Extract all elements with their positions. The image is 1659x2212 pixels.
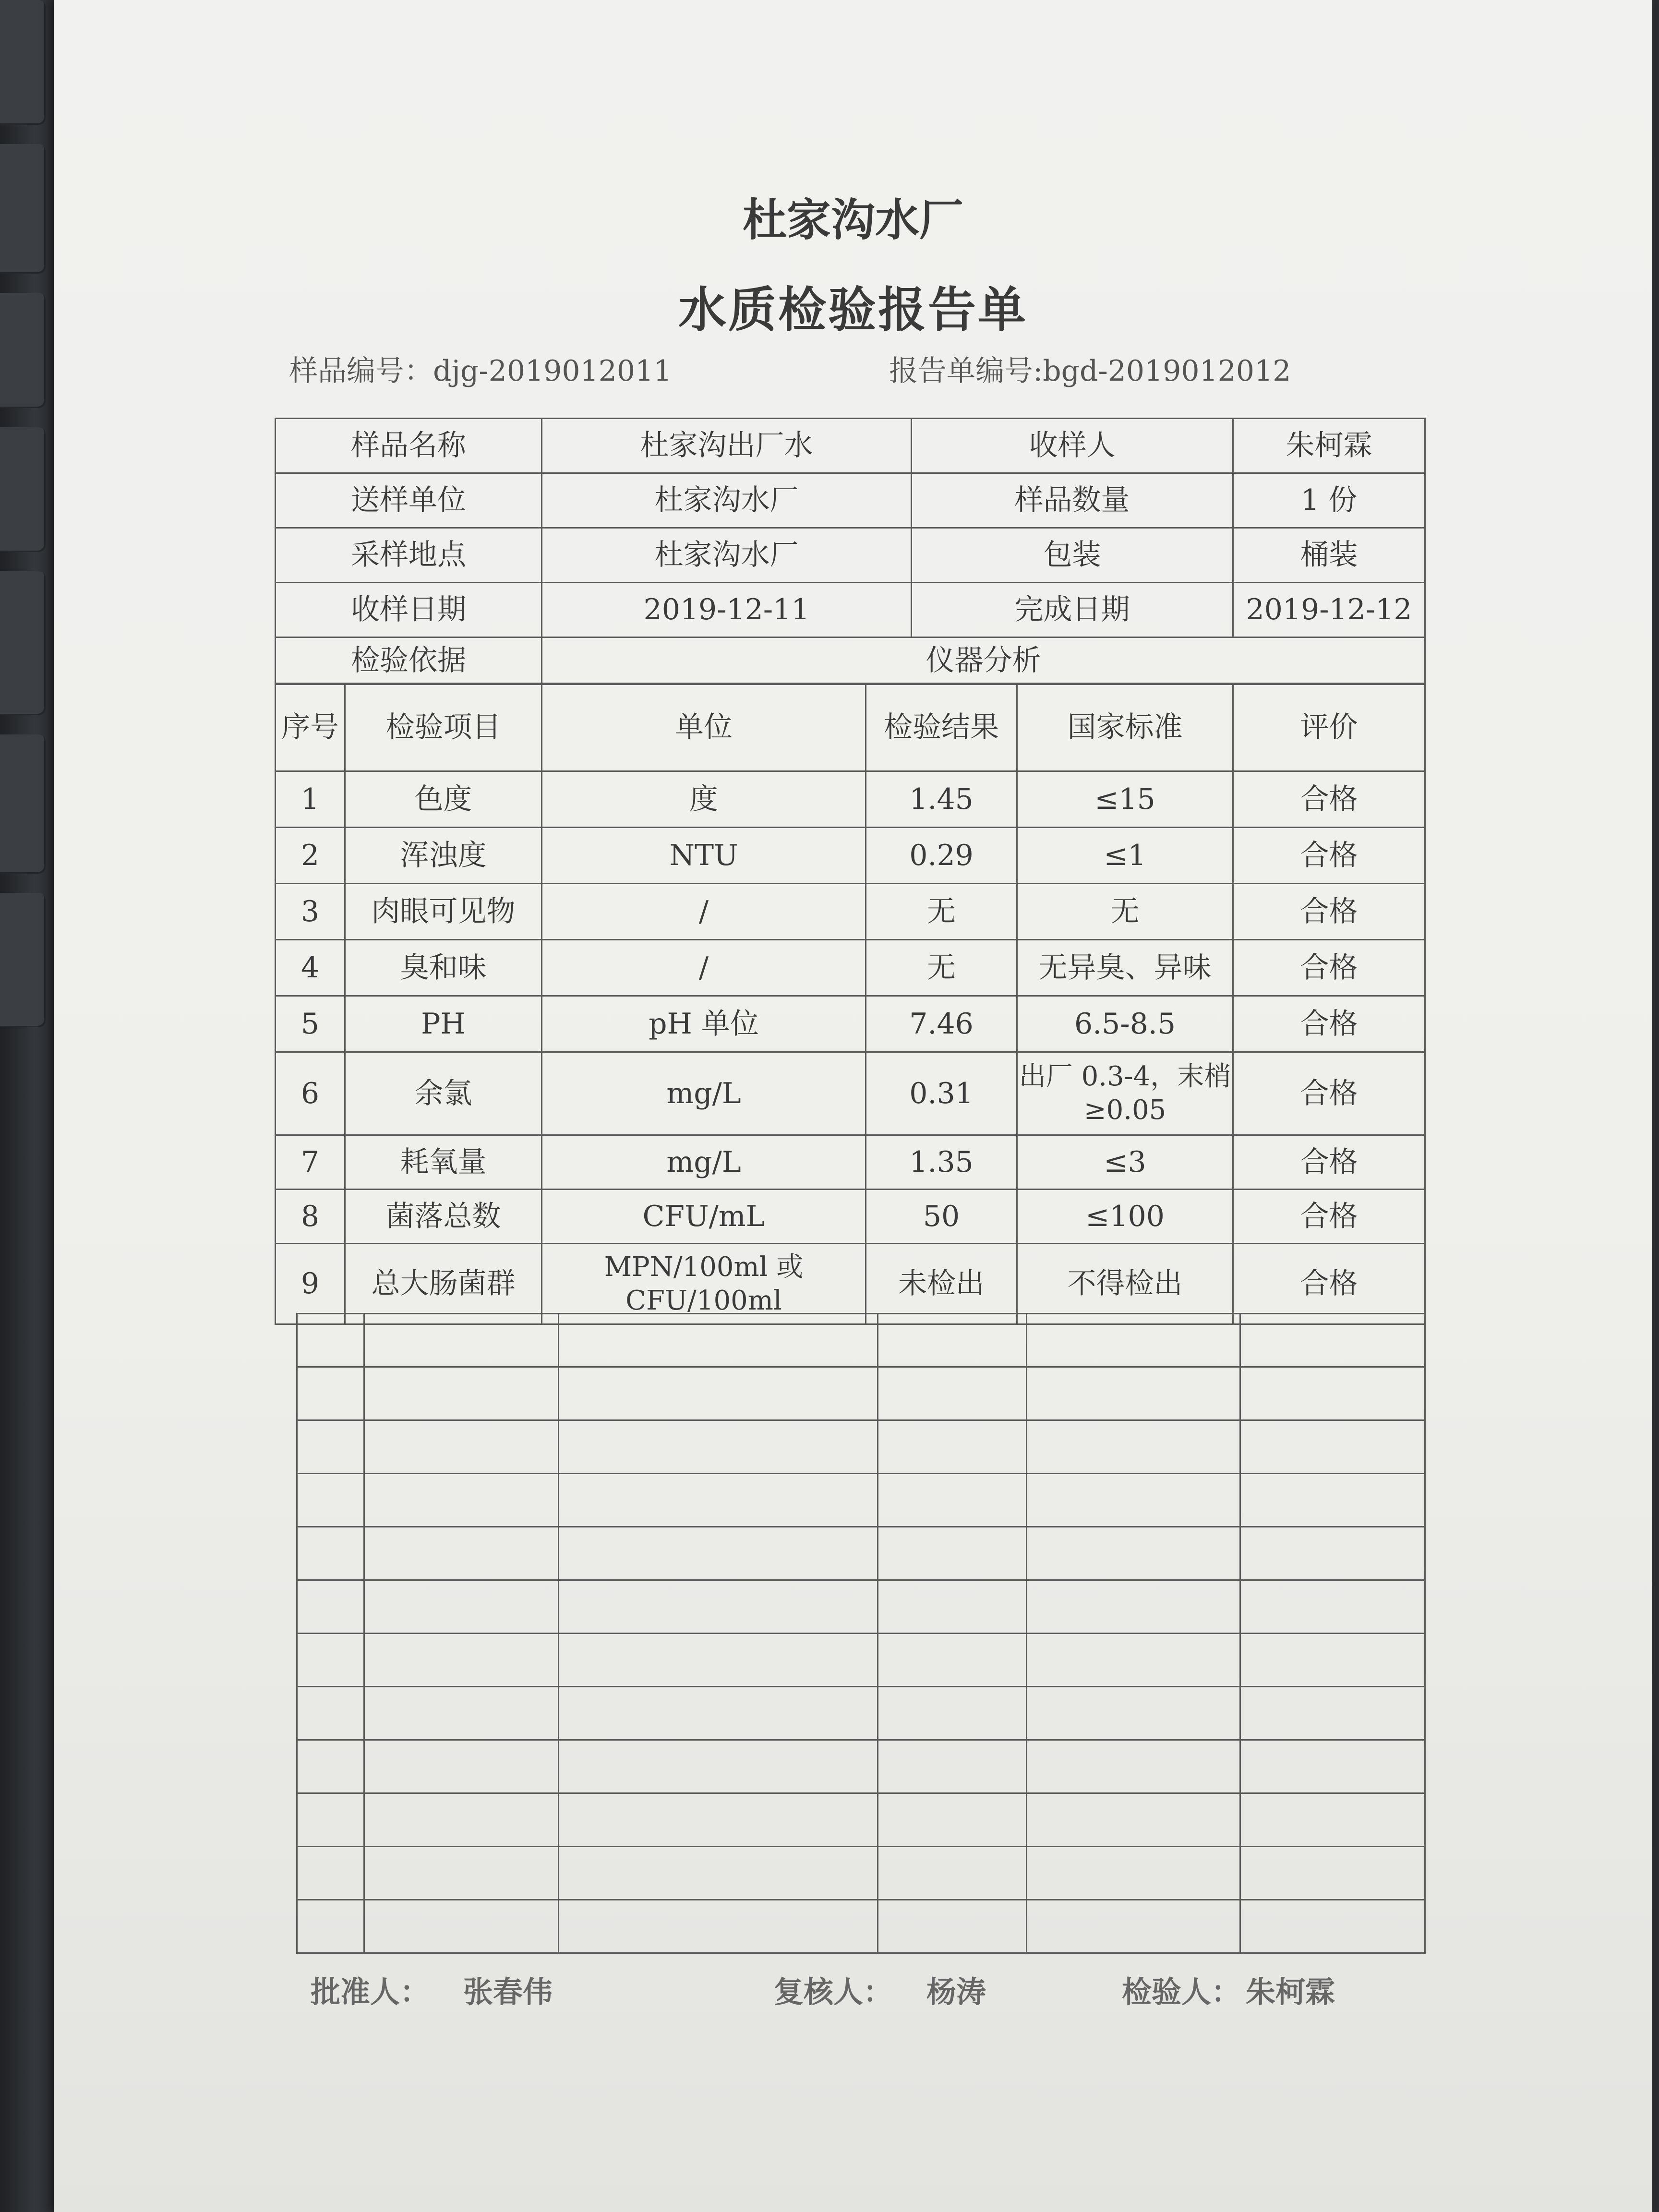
reviewer-label: 复核人： (774, 1974, 893, 2009)
blank-cell (1240, 1367, 1425, 1420)
blank-cell (364, 1367, 559, 1420)
blank-cell (878, 1420, 1027, 1474)
inspector-label: 检验人： (1122, 1974, 1241, 2009)
blank-cell (364, 1527, 559, 1580)
blank-cell (1240, 1314, 1425, 1367)
row-item: 余氯 (345, 1052, 542, 1135)
keyboard-key (0, 571, 46, 715)
blank-cell (364, 1580, 559, 1634)
blank-cell (364, 1793, 559, 1847)
row-result: 0.31 (866, 1052, 1017, 1135)
sample-name-value: 杜家沟出厂水 (542, 419, 912, 473)
blank-cell (878, 1367, 1027, 1420)
blank-cell (559, 1687, 878, 1740)
sample-name-label: 样品名称 (276, 419, 542, 473)
blank-cell (364, 1420, 559, 1474)
blank-cell (559, 1367, 878, 1420)
blank-cell (297, 1740, 364, 1793)
keyboard-key (0, 734, 46, 874)
row-no: 2 (276, 828, 345, 884)
row-unit: MPN/100ml 或 CFU/100ml (542, 1244, 866, 1324)
blank-cell (1240, 1580, 1425, 1634)
row-no: 9 (276, 1244, 345, 1324)
row-item: 色度 (345, 771, 542, 828)
quantity-value: 1 份 (1233, 473, 1425, 528)
blank-cell (878, 1900, 1027, 1953)
factory-name: 杜家沟水厂 (742, 194, 963, 246)
blank-rows-table (296, 1313, 1426, 1954)
results-header-row (276, 684, 1425, 771)
blank-cell (559, 1420, 878, 1474)
blank-cell (1240, 1474, 1425, 1527)
basis-value: 仪器分析 (542, 637, 1425, 685)
header-result: 检验结果 (866, 684, 1017, 771)
blank-row (297, 1900, 1425, 1953)
blank-cell (1027, 1793, 1240, 1847)
blank-row (297, 1314, 1425, 1367)
blank-cell (878, 1634, 1027, 1687)
row-unit: 度 (542, 771, 866, 828)
row-item: PH (345, 996, 542, 1052)
row-item: 臭和味 (345, 940, 542, 996)
blank-row (297, 1420, 1425, 1474)
receiver-label: 收样人 (912, 419, 1233, 473)
row-no: 4 (276, 940, 345, 996)
blank-cell (559, 1634, 878, 1687)
keyboard-key (0, 893, 46, 1027)
row-evaluation: 合格 (1233, 940, 1425, 996)
basis-label: 检验依据 (276, 637, 542, 685)
blank-cell (1240, 1740, 1425, 1793)
table-row (276, 1190, 1425, 1244)
row-evaluation: 合格 (1233, 771, 1425, 828)
table-row (276, 940, 1425, 996)
keyboard-key (0, 0, 46, 125)
blank-cell (1027, 1634, 1240, 1687)
row-evaluation: 合格 (1233, 1052, 1425, 1135)
table-row (276, 1135, 1425, 1190)
receive-date-value: 2019-12-11 (542, 583, 912, 637)
row-standard: 无 (1017, 884, 1233, 940)
blank-row (297, 1793, 1425, 1847)
row-result: 1.45 (866, 771, 1017, 828)
row-result: 未检出 (866, 1244, 1017, 1324)
row-standard: ≤15 (1017, 771, 1233, 828)
row-no: 5 (276, 996, 345, 1052)
blank-row (297, 1527, 1425, 1580)
row-evaluation: 合格 (1233, 1190, 1425, 1244)
location-value: 杜家沟水厂 (542, 528, 912, 583)
blank-cell (1240, 1900, 1425, 1953)
blank-row (297, 1367, 1425, 1420)
header-item: 检验项目 (345, 684, 542, 771)
blank-cell (364, 1474, 559, 1527)
blank-cell (364, 1634, 559, 1687)
blank-cell (559, 1527, 878, 1580)
report-paper (54, 0, 1652, 2212)
row-evaluation: 合格 (1233, 1244, 1425, 1324)
row-evaluation: 合格 (1233, 828, 1425, 884)
blank-cell (297, 1793, 364, 1847)
blank-cell (878, 1527, 1027, 1580)
blank-cell (1027, 1900, 1240, 1953)
header-standard: 国家标准 (1017, 684, 1233, 771)
blank-cell (297, 1314, 364, 1367)
row-item: 耗氧量 (345, 1135, 542, 1190)
row-evaluation: 合格 (1233, 996, 1425, 1052)
blank-cell (364, 1314, 559, 1367)
info-row (276, 419, 1425, 473)
blank-cell (1240, 1687, 1425, 1740)
blank-row (297, 1634, 1425, 1687)
table-row (276, 1052, 1425, 1135)
blank-cell (878, 1580, 1027, 1634)
row-result: 无 (866, 884, 1017, 940)
package-value: 桶装 (1233, 528, 1425, 583)
blank-cell (1027, 1527, 1240, 1580)
blank-cell (878, 1474, 1027, 1527)
approver-name: 张春伟 (463, 1974, 553, 2009)
blank-cell (559, 1847, 878, 1900)
approver-label: 批准人： (311, 1974, 430, 2009)
location-label: 采样地点 (276, 528, 542, 583)
row-no: 8 (276, 1190, 345, 1244)
blank-cell (297, 1687, 364, 1740)
blank-cell (559, 1900, 878, 1953)
row-result: 无 (866, 940, 1017, 996)
row-result: 7.46 (866, 996, 1017, 1052)
row-no: 1 (276, 771, 345, 828)
report-number: 报告单编号:bgd-2019012012 (889, 354, 1291, 388)
blank-cell (878, 1793, 1027, 1847)
row-unit: mg/L (542, 1135, 866, 1190)
info-row (276, 528, 1425, 583)
blank-cell (1027, 1474, 1240, 1527)
info-row (276, 637, 1425, 685)
blank-row (297, 1847, 1425, 1900)
row-result: 50 (866, 1190, 1017, 1244)
receive-date-label: 收样日期 (276, 583, 542, 637)
keyboard-key (0, 427, 46, 552)
info-row (276, 473, 1425, 528)
keyboard-key (0, 293, 46, 408)
table-row (276, 884, 1425, 940)
reviewer-signature (774, 1968, 986, 2011)
blank-cell (297, 1847, 364, 1900)
blank-cell (297, 1900, 364, 1953)
package-label: 包装 (912, 528, 1233, 583)
blank-cell (559, 1314, 878, 1367)
row-unit: / (542, 940, 866, 996)
blank-row (297, 1740, 1425, 1793)
complete-date-value: 2019-12-12 (1233, 583, 1425, 637)
blank-cell (559, 1474, 878, 1527)
blank-cell (364, 1847, 559, 1900)
row-item: 总大肠菌群 (345, 1244, 542, 1324)
blank-cell (1240, 1527, 1425, 1580)
blank-cell (1240, 1420, 1425, 1474)
inspector-signature (1122, 1968, 1335, 2011)
row-result: 0.29 (866, 828, 1017, 884)
row-standard: 不得检出 (1017, 1244, 1233, 1324)
blank-rows (297, 1314, 1425, 1953)
blank-cell (559, 1580, 878, 1634)
row-evaluation: 合格 (1233, 884, 1425, 940)
keyboard-key (0, 144, 46, 274)
table-row (276, 996, 1425, 1052)
blank-cell (1240, 1634, 1425, 1687)
row-no: 3 (276, 884, 345, 940)
blank-cell (364, 1740, 559, 1793)
table-row (276, 828, 1425, 884)
blank-cell (1240, 1793, 1425, 1847)
sample-info-table (275, 418, 1426, 685)
row-standard: ≤1 (1017, 828, 1233, 884)
blank-cell (1027, 1314, 1240, 1367)
header-unit: 单位 (542, 684, 866, 771)
blank-cell (297, 1580, 364, 1634)
complete-date-label: 完成日期 (912, 583, 1233, 637)
keyboard-background (0, 0, 58, 2212)
blank-cell (1027, 1420, 1240, 1474)
blank-cell (1027, 1687, 1240, 1740)
blank-cell (559, 1740, 878, 1793)
row-item: 菌落总数 (345, 1190, 542, 1244)
sample-number: 样品编号：djg-2019012011 (289, 354, 672, 388)
row-standard: 出厂 0.3-4，末梢≥0.05 (1017, 1052, 1233, 1135)
table-row (276, 771, 1425, 828)
row-unit: pH 单位 (542, 996, 866, 1052)
row-no: 6 (276, 1052, 345, 1135)
inspector-name: 朱柯霖 (1246, 1974, 1335, 2009)
blank-cell (297, 1474, 364, 1527)
sender-label: 送样单位 (276, 473, 542, 528)
blank-cell (1027, 1740, 1240, 1793)
row-no: 7 (276, 1135, 345, 1190)
blank-cell (297, 1420, 364, 1474)
blank-cell (297, 1367, 364, 1420)
blank-cell (878, 1740, 1027, 1793)
blank-cell (559, 1793, 878, 1847)
info-row (276, 583, 1425, 637)
blank-row (297, 1580, 1425, 1634)
results-table (275, 683, 1426, 1325)
header-no: 序号 (276, 684, 345, 771)
blank-cell (1027, 1580, 1240, 1634)
row-result: 1.35 (866, 1135, 1017, 1190)
row-standard: ≤100 (1017, 1190, 1233, 1244)
blank-cell (364, 1687, 559, 1740)
row-unit: / (542, 884, 866, 940)
blank-cell (878, 1687, 1027, 1740)
row-item: 浑浊度 (345, 828, 542, 884)
blank-cell (878, 1847, 1027, 1900)
quantity-label: 样品数量 (912, 473, 1233, 528)
row-standard: 无异臭、异味 (1017, 940, 1233, 996)
blank-cell (1027, 1847, 1240, 1900)
approver-signature (311, 1968, 553, 2011)
row-standard: 6.5-8.5 (1017, 996, 1233, 1052)
blank-cell (878, 1314, 1027, 1367)
row-standard: ≤3 (1017, 1135, 1233, 1190)
blank-cell (297, 1527, 364, 1580)
row-item: 肉眼可见物 (345, 884, 542, 940)
blank-cell (364, 1900, 559, 1953)
sender-value: 杜家沟水厂 (542, 473, 912, 528)
report-title: 水质检验报告单 (678, 282, 1028, 338)
header-evaluation: 评价 (1233, 684, 1425, 771)
row-unit: NTU (542, 828, 866, 884)
row-evaluation: 合格 (1233, 1135, 1425, 1190)
reviewer-name: 杨涛 (926, 1974, 986, 2009)
blank-cell (297, 1634, 364, 1687)
row-unit: mg/L (542, 1052, 866, 1135)
blank-cell (1240, 1847, 1425, 1900)
row-unit: CFU/mL (542, 1190, 866, 1244)
blank-row (297, 1687, 1425, 1740)
receiver-value: 朱柯霖 (1233, 419, 1425, 473)
blank-row (297, 1474, 1425, 1527)
table-row (276, 1244, 1425, 1324)
blank-cell (1027, 1367, 1240, 1420)
